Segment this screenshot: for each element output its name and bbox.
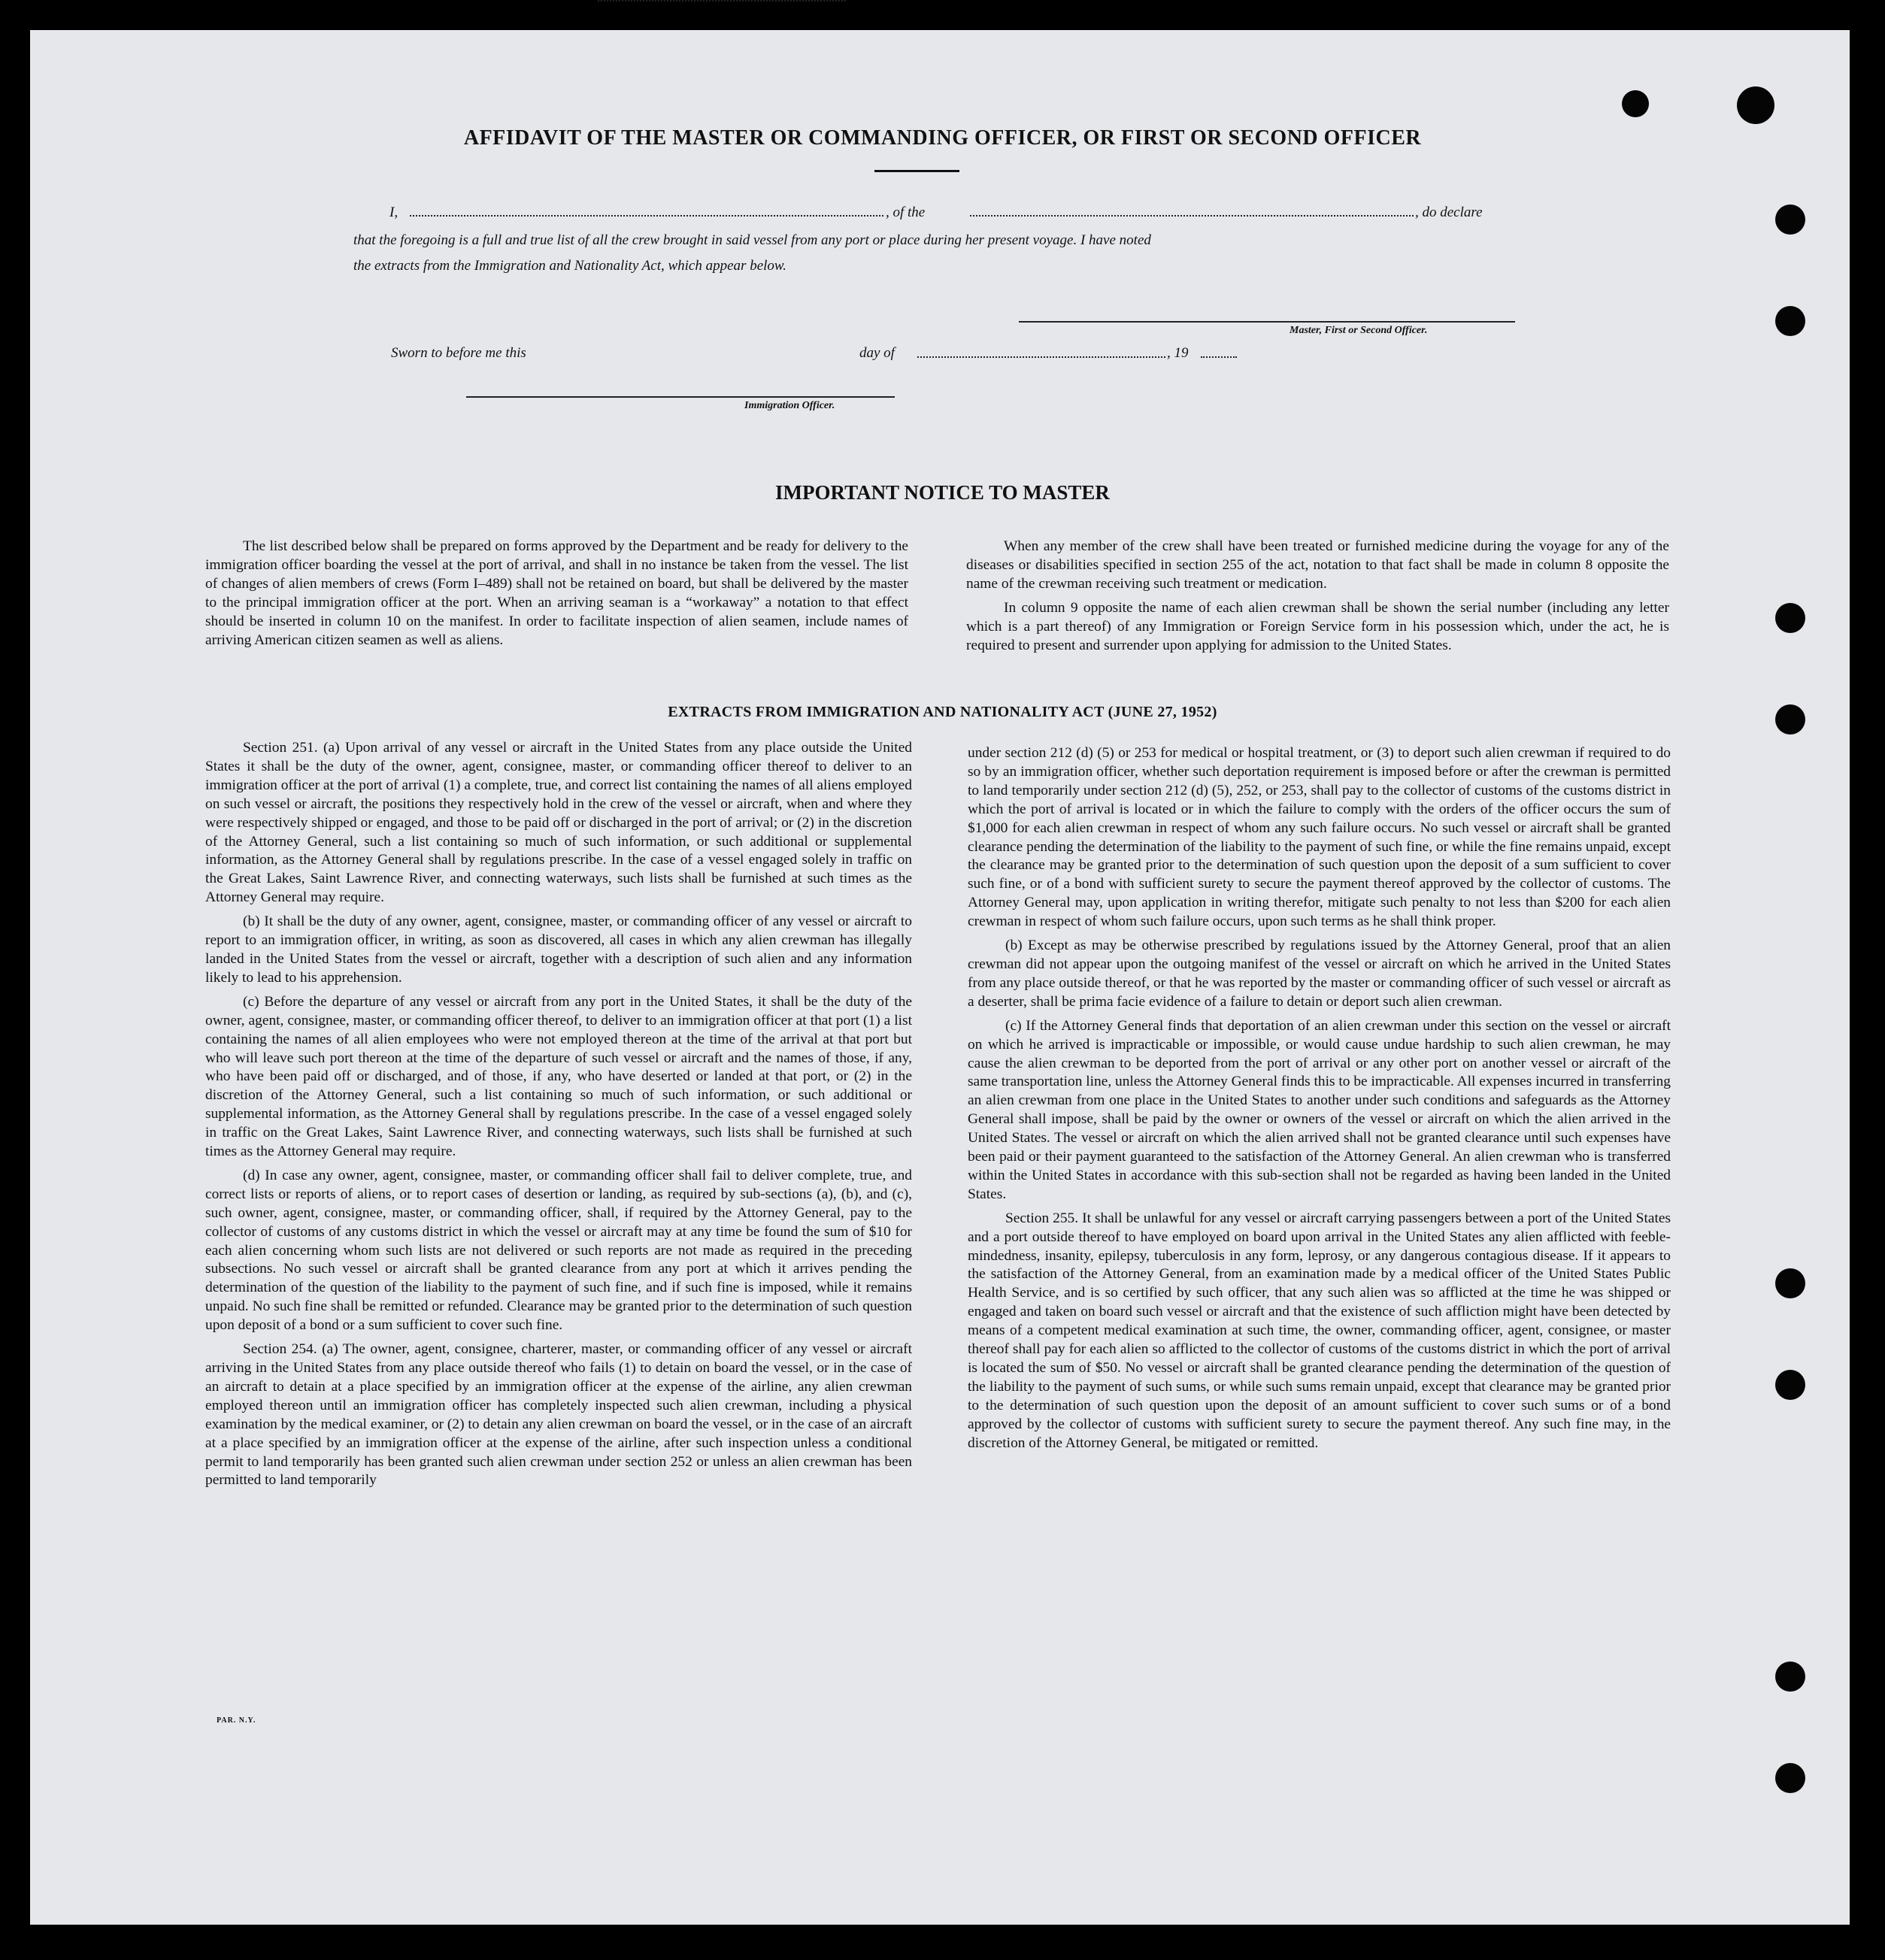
punch-hole	[1775, 1268, 1805, 1298]
notice-right-paragraph: When any member of the crew shall have been treated or furnished medicine during the voyage for any of the diseases or disabilities specified in section 255 of the act, notation to that fact shall be made in column 8 opposite the name of the crewman receiving such treatment or medication.	[966, 538, 1669, 592]
punch-hole	[1737, 86, 1774, 124]
printer-mark: PAR. N.Y.	[217, 1716, 256, 1725]
notice-right-paragraph: In column 9 opposite the name of each alien crewman shall be shown the serial number (including any letter which is a part thereof) of any Immigration or Foreign Service form in his possession which, under the act, he is required to present and surrender upon applying for admission to the United States.	[966, 599, 1669, 653]
section-251-c: (c) Before the departure of any vessel or aircraft from any port in the United States, it shall be the duty of the owner, agent, consignee, master, or commanding officer thereof, to deliver to an immigration officer at that port (1) a list containing the names of all alien employees who were not employed thereon at the time of the arrival at that port but who will leave such port thereon at the time of the departure of such vessel or aircraft and the names of those, if any, who have been paid off or discharged, and of those, if any, who have deserted or landed at that port, or (2) in the discretion of the Attorney General, such a list containing so much of such information, or such additional or supplemental information, as the Attorney General shall by regulations prescribe. In the case of a vessel engaged solely in traffic on the Great Lakes, Saint Lawrence River, and connecting waterways, such lists shall be furnished at such times as the Attorney General may require.	[205, 993, 912, 1160]
affidavit-line-2: that the foregoing is a full and true list of all the crew brought in said vessel from any port or place during her present voyage. I have noted	[353, 232, 1151, 248]
punch-hole	[1775, 204, 1805, 235]
i-label: I,	[389, 204, 399, 220]
section-254-b: (b) Except as may be otherwise prescribed by regulations issued by the Attorney General, proof that an alien crewman did not appear upon the outgoing manifest of the vessel or aircraft on which he arrived in the United States from any place outside thereof, or that he was reported by the master or commanding officer of such vessel or aircraft as a deserter, shall be prima facie evidence of a failure to detain or deport such alien crewman.	[968, 938, 1671, 1010]
punch-hole	[1775, 1662, 1805, 1692]
notice-title: IMPORTANT NOTICE TO MASTER	[775, 481, 1110, 504]
officer-signature-caption: Immigration Officer.	[744, 400, 835, 411]
of-the-label: , of the	[886, 204, 926, 220]
sworn-label: Sworn to before me this	[391, 345, 526, 361]
notice-right-column	[966, 538, 1669, 655]
section-254-a: Section 254. (a) The owner, agent, consignee, charterer, master, or commanding officer of any vessel or aircraft arriving in the United States from any place outside thereof who fails (1) to detain on board the vessel, or in the case of an aircraft to detain at a place specified by an immigration officer at the expense of the airline, any alien crewman employed thereon until an immigration officer has completely inspected such alien crewman, including a physical examination by the medical examiner, or (2) to detain any alien crewman on board the vessel, or in the case of an aircraft at a place specified by an immigration officer at the expense of the airline, after such inspection unless a conditional permit to land temporarily has been granted such alien crewman under section 252 or unless an alien crewman has been permitted to land temporarily	[205, 1341, 912, 1489]
day-of-label: day of	[859, 345, 895, 361]
extracts-right-column	[968, 744, 1671, 1453]
vessel-blank[interactable]	[970, 215, 1414, 217]
title-underline	[874, 170, 959, 172]
extracts-left-column	[205, 739, 912, 1490]
punch-hole	[1622, 90, 1649, 117]
punch-hole	[1775, 1763, 1805, 1793]
master-signature-line[interactable]	[1019, 321, 1515, 323]
punch-hole	[1775, 1370, 1805, 1400]
affidavit-line-3: the extracts from the Immigration and Nationality Act, which appear below.	[353, 258, 786, 274]
officer-signature-line[interactable]	[466, 396, 895, 398]
affidavit-title: AFFIDAVIT OF THE MASTER OR COMMANDING OFFICER, OR FIRST OR SECOND OFFICER	[463, 126, 1422, 150]
section-254-c: (c) If the Attorney General finds that deportation of an alien crewman under this section on the vessel or aircraft on which he arrived is impracticable or impossible, or would cause undue hardship to such alien crewman, he may cause the alien crewman to be deported from the port of arrival or any other port on another vessel or aircraft of the same transportation line, unless the Attorney General finds this to be impracticable. All expenses incurred in transferring an alien crewman from one place in the United States to another under such conditions and safeguards as the Attorney General shall impose, shall be paid by the owner or owners of the vessel or aircraft on which the alien arrived in the United States. The vessel or aircraft on which the alien arrived shall not be granted clearance until such expenses have been paid or their payment guaranteed to the satisfaction of the Attorney General. An alien crewman who is transferred within the United States in accordance with this sub-section shall not be regarded as having been landed in the United States.	[968, 1017, 1671, 1202]
master-signature-caption: Master, First or Second Officer.	[1289, 325, 1428, 336]
notice-left-paragraph: The list described below shall be prepared on forms approved by the Department and be ready for delivery to the immigration officer boarding the vessel at the port of arrival, and shall in no instance be taken from the vessel. The list of changes of alien members of crews (Form I–489) shall not be retained on board, but shall be delivered by the master to the principal immigration officer at the port. When an arriving seaman is a “workaway” a notation to that effect should be inserted in column 10 on the manifest. In order to facilitate inspection of alien seamen, include names of arriving American citizen seamen as well as aliens.	[205, 538, 908, 648]
punch-hole	[1775, 306, 1805, 336]
year-blank[interactable]	[1201, 356, 1237, 358]
sworn-month-blank[interactable]	[917, 356, 1165, 358]
sworn-day-blank[interactable]	[598, 0, 846, 2]
extracts-title: EXTRACTS FROM IMMIGRATION AND NATIONALITY ACT (JUNE 27, 1952)	[668, 704, 1217, 720]
section-251-a: Section 251. (a) Upon arrival of any vessel or aircraft in the United States from any place outside the United States it shall be the duty of the owner, agent, consignee, master, or commanding officer thereof to deliver to an immigration officer at the port of arrival (1) a complete, true, and correct list containing the names of all aliens employed on such vessel or aircraft, the positions they respectively hold in the crew of the vessel or aircraft, when and where they were respectively shipped or engaged, and those to be paid off or discharged in the port of arrival; or (2) in the discretion of the Attorney General, such a list containing so much of such information, or such additional or supplemental information, as the Attorney General shall by regulations prescribe. In the case of a vessel engaged solely in traffic on the Great Lakes, Saint Lawrence River, and connecting waterways, such lists shall be furnished at such times as the Attorney General may require.	[205, 740, 912, 906]
year-label: , 19	[1167, 345, 1189, 361]
do-declare-label: , do declare	[1415, 204, 1483, 220]
notice-left-column	[205, 538, 908, 650]
punch-hole	[1775, 603, 1805, 633]
section-251-d: (d) In case any owner, agent, consignee, master, or commanding officer shall fail to deliver complete, true, and correct lists or reports of aliens, or to report cases of desertion or landing, as required by sub-sections (a), (b), and (c), such owner, agent, consignee, master, or commanding officer, shall, if required by the Attorney General, pay to the collector of customs of any customs district in which the vessel or aircraft may at any time be found the sum of $10 for each alien concerning whom such lists are not delivered or such reports are not made as required in the preceding subsections. No such vessel or aircraft shall be granted clearance from any port at which it arrives pending the determination of the question of the liability to the payment of such fine, and if such fine is imposed, while it remains unpaid. No such fine shall be remitted or refunded. Clearance may be granted prior to the determination of such question upon deposit of a bond or a sum sufficient to cover such fine.	[205, 1167, 912, 1334]
name-blank[interactable]	[410, 215, 883, 217]
section-254-a-continued: under section 212 (d) (5) or 253 for medical or hospital treatment, or (3) to deport such alien crewman if required to do so by an immigration officer, whether such deportation requirement is imposed before or after the crewman is permitted to land temporarily under section 212 (d) (5), 252, or 253, shall pay to the collector of customs of the customs district in which the port of arrival is located or in which the failure to comply with the orders of the officer occurs the sum of $1,000 for each alien crewman in respect of whom any such failure occurs. No such vessel or aircraft shall be granted clearance pending the determination of the liability to the payment of such fine, or while the fine remains unpaid, except the clearance may be granted prior to the determination of such question upon the deposit of a sum sufficient to cover such fine, or of a bond with sufficient surety to secure the payment thereof approved by the collector of customs. The Attorney General may, upon application in writing therefor, mitigate such penalty to not less than $200 for each alien crewman in respect of whom such failure occurs, upon such terms as he shall think proper.	[968, 745, 1671, 930]
section-255: Section 255. It shall be unlawful for any vessel or aircraft carrying passengers between a port of the United States and a port outside thereof to have employed on board upon arrival in the United States any alien afflicted with feeble-mindedness, insanity, epilepsy, tuberculosis in any form, leprosy, or any dangerous contagious disease. If it appears to the satisfaction of the Attorney General, from an examination made by a medical officer of the United States Public Health Service, and is so certified by such officer, that any such alien was so afflicted at the time he was shipped or engaged and taken on board such vessel or aircraft and that the existence of such affliction might have been detected by means of a competent medical examination at such time, the owner, commanding officer, agent, consignee, or master thereof shall pay for each alien so afflicted to the collector of customs of the customs district in which the port of arrival is located the sum of $50. No vessel or aircraft shall be granted clearance pending the determination of the question of the liability to the payment of such sums, or while such sums remain unpaid, except that clearance may be granted prior to the determination of such question upon the deposit of an amount sufficient to cover such sums or of a bond approved by the collector of customs with sufficient surety to secure the payment thereof. Any such fine may, in the discretion of the Attorney General, be mitigated or remitted.	[968, 1210, 1671, 1451]
section-251-b: (b) It shall be the duty of any owner, agent, consignee, master, or commanding officer of any vessel or aircraft to report to an immigration officer, in writing, as soon as discovered, all cases in which any alien crewman has illegally landed in the United States from the vessel or aircraft, together with a description of such alien and any information likely to lead to his apprehension.	[205, 913, 912, 986]
